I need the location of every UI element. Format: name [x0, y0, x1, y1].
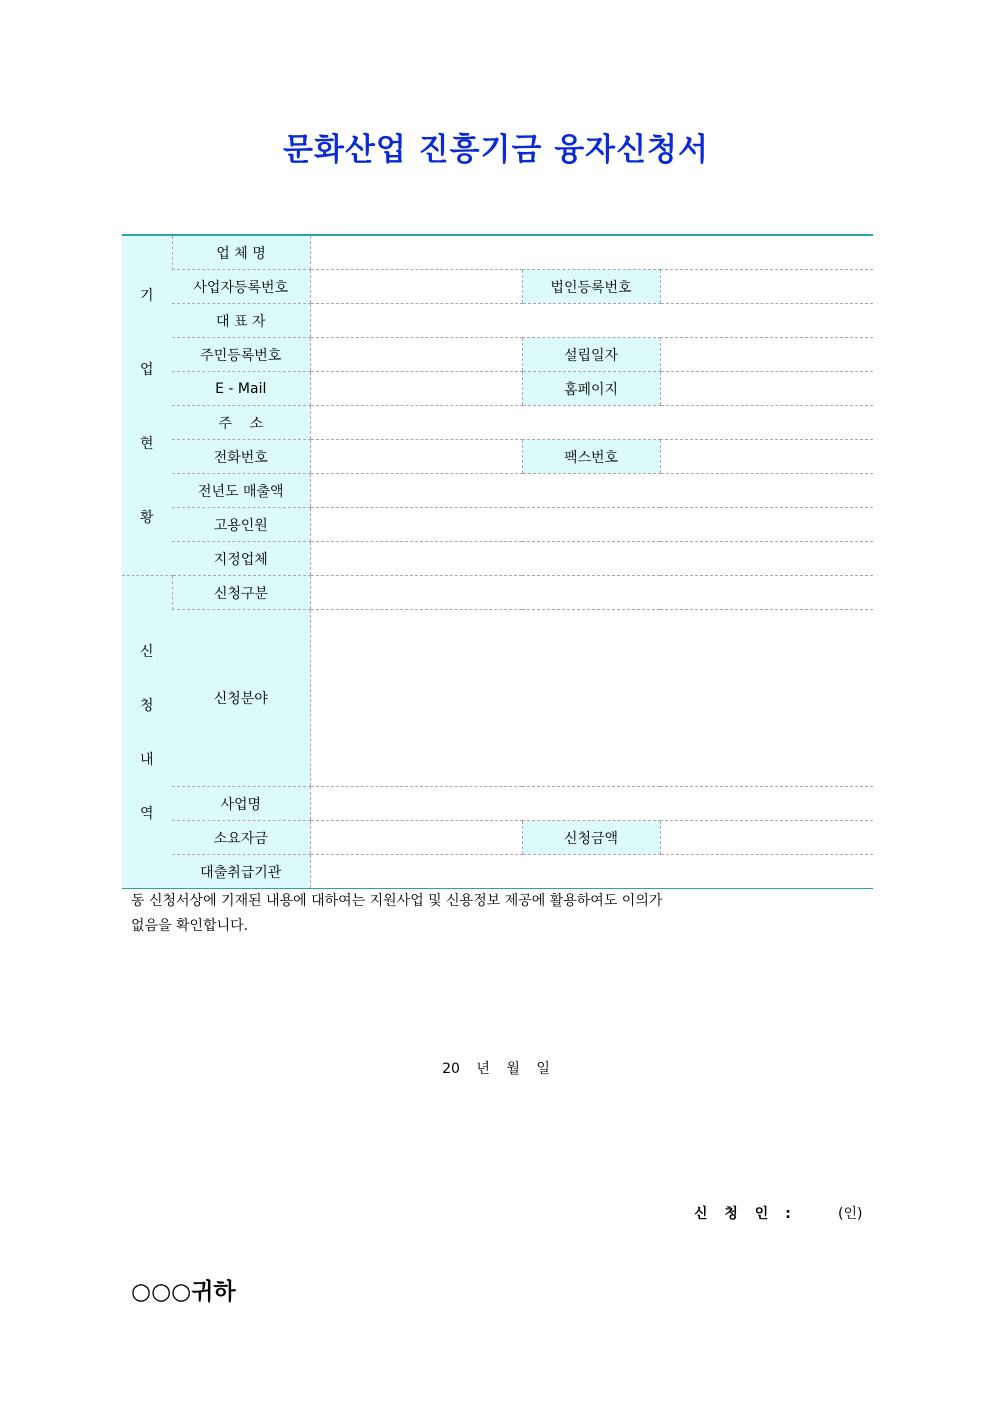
fax-field[interactable] — [660, 440, 873, 474]
prior-year-sales-label: 전년도 매출액 — [172, 474, 310, 508]
consent-notice — [131, 889, 791, 939]
representative-label: 대 표 자 — [172, 304, 310, 338]
designated-company-label: 지정업체 — [172, 542, 310, 576]
representative-field[interactable] — [310, 304, 873, 338]
group-char: 내 — [139, 752, 154, 768]
table-row — [122, 270, 873, 304]
project-name-field[interactable] — [310, 787, 873, 821]
applicant-label: 신 청 인 : — [694, 1206, 797, 1222]
email-label: E - Mail — [172, 372, 310, 406]
application-field-area[interactable] — [310, 610, 873, 787]
company-name-label: 업 체 명 — [172, 235, 310, 270]
table-row — [122, 821, 873, 855]
table-row — [122, 406, 873, 440]
requested-amount-label: 신청금액 — [522, 821, 660, 855]
employees-label: 고용인원 — [172, 508, 310, 542]
group-char: 현 — [139, 435, 154, 452]
table-row — [122, 787, 873, 821]
address-field[interactable] — [310, 406, 873, 440]
table-row — [122, 474, 873, 508]
phone-field[interactable] — [310, 440, 522, 474]
table-row — [122, 610, 873, 787]
table-row — [122, 338, 873, 372]
business-reg-number-field[interactable] — [310, 270, 522, 304]
designated-company-field[interactable] — [310, 542, 873, 576]
table-row — [122, 235, 873, 270]
table-row — [122, 304, 873, 338]
founding-date-field[interactable] — [660, 338, 873, 372]
table-row — [122, 440, 873, 474]
corporate-reg-number-label: 법인등록번호 — [522, 270, 660, 304]
table-row — [122, 576, 873, 610]
group-char: 신 — [139, 644, 154, 660]
fax-label: 팩스번호 — [522, 440, 660, 474]
application-type-label: 신청구분 — [172, 576, 310, 610]
email-field[interactable] — [310, 372, 522, 406]
company-name-field[interactable] — [310, 235, 873, 270]
prior-year-sales-field[interactable] — [310, 474, 873, 508]
table-row — [122, 508, 873, 542]
required-funds-label: 소요자금 — [172, 821, 310, 855]
required-funds-field[interactable] — [310, 821, 522, 855]
homepage-label: 홈페이지 — [522, 372, 660, 406]
employees-field[interactable] — [310, 508, 873, 542]
application-form-table — [122, 234, 873, 889]
company-status-group-label — [122, 235, 172, 576]
requested-amount-field[interactable] — [660, 821, 873, 855]
group-char: 업 — [139, 361, 154, 378]
business-reg-number-label: 사업자등록번호 — [172, 270, 310, 304]
table-row — [122, 542, 873, 576]
table-row — [122, 372, 873, 406]
date-line: 20 년 월 일 — [442, 1061, 550, 1077]
group-char: 기 — [139, 287, 154, 304]
group-char: 청 — [139, 698, 154, 714]
group-char: 역 — [139, 806, 154, 822]
homepage-field[interactable] — [660, 372, 873, 406]
seal-label: (인) — [838, 1206, 863, 1222]
resident-reg-number-label: 주민등록번호 — [172, 338, 310, 372]
address-label: 주 소 — [172, 406, 310, 440]
phone-label: 전화번호 — [172, 440, 310, 474]
group-char: 황 — [139, 509, 154, 526]
lending-institution-label: 대출취급기관 — [172, 855, 310, 889]
application-field-label: 신청분야 — [172, 610, 310, 787]
application-details-group-label — [122, 576, 172, 889]
addressee: ○○○귀하 — [131, 1279, 236, 1305]
founding-date-label: 설립일자 — [522, 338, 660, 372]
resident-reg-number-field[interactable] — [310, 338, 522, 372]
project-name-label: 사업명 — [172, 787, 310, 821]
table-row — [122, 855, 873, 889]
corporate-reg-number-field[interactable] — [660, 270, 873, 304]
lending-institution-field[interactable] — [310, 855, 873, 889]
consent-notice-line: 동 신청서상에 기재된 내용에 대하여는 지원사업 및 신용정보 제공에 활용하여도 이의가 — [131, 893, 663, 909]
page-title: 문화산업 진흥기금 융자신청서 — [283, 132, 709, 168]
application-type-field[interactable] — [310, 576, 873, 610]
consent-notice-line: 없음을 확인합니다. — [131, 918, 249, 934]
